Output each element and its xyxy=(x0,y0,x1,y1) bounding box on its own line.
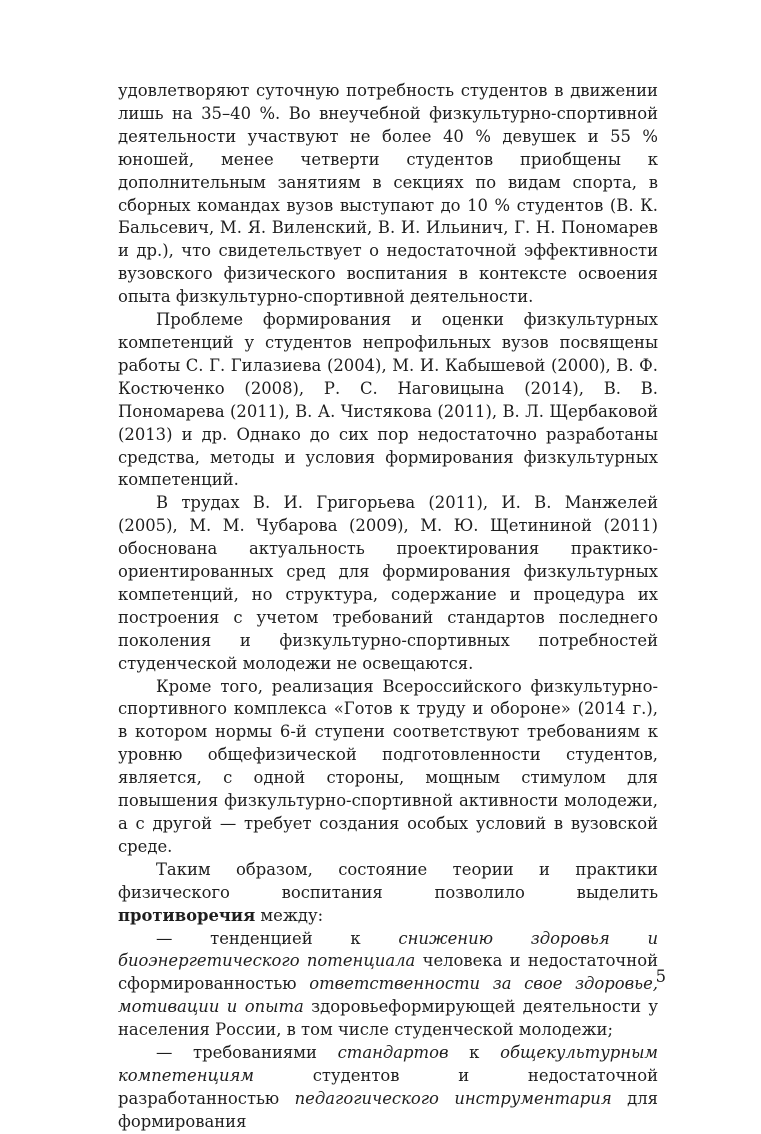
paragraph-2: Проблеме формирования и оценки физкультурных компетенций у студентов непрофильных вузов посвящены работы С. Г. Гилазиева (2004), М. И. Кабышевой (2000), В. Ф. Костюченко (2008), Р. С. Наговицына (2014), В. В. Пономарева (2011), В. А. Чистякова (2011), В. Л. Щербаковой (2013) и др. Однако до сих пор недостаточно разработаны средства, методы и условия формирования физкультурных компетенций. xyxy=(118,310,658,490)
paragraph-3: В трудах В. И. Григорьева (2011), И. В. Манжелей (2005), М. М. Чубарова (2009), М. Ю. Щетининой (2011) обоснована актуальность проектирования практико-ориентированных сред для формирования физкультурных компетенций, но структура, содержание и процедура их построения с учетом требований стандартов последнего поколения и физкультурно-спортивных потребностей студенческой молодежи не освещаются. xyxy=(118,493,658,673)
item-2-text-e: студентов и недостаточной разработанностью xyxy=(118,1065,658,1108)
item-1-emphasis-health: снижению здоровья и биоэнергетического потенциала xyxy=(118,928,658,971)
item-2-emphasis-competencies: общекультурным компетенциям xyxy=(118,1043,659,1085)
paragraph-1: удовлетворяют суточную потребность студентов в движении лишь на 35–40 %. Во внеучебной физкультурно-спортивной деятельности участвуют не более 40 % девушек и 55 % юношей, менее четверти студентов приобщены к дополнительным занятиям в секциях по видам спорта, в сборных командах вузов выступают до 10 % студентов (В. К. Бальсевич, М. Я. Виленский, В. И. Ильинич, Г. Н. Пономарев и др.), что свидетельствует о недостаточной эффективности вузовского физического воспитания в контексте освоения опыта физкультурно-спортивной деятельности. xyxy=(118,81,658,307)
item-2-emphasis-standards: стандартов xyxy=(337,1043,449,1063)
item-2-text-g: для формирования xyxy=(118,1088,658,1131)
item-2-text-c: к xyxy=(448,1043,501,1063)
item-1-emphasis-responsibility: ответственности за свое здоровье, мотивации и опыта xyxy=(118,974,658,1017)
contradiction-item-1 xyxy=(118,928,658,1043)
item-2-emphasis-toolkit: педагогического инструментария xyxy=(294,1088,612,1108)
item-1-text-c: человека и недостаточной сформированностью xyxy=(118,951,658,994)
item-1-text-a: — тенденцией к xyxy=(156,928,399,948)
paragraph-4: Кроме того, реализация Всероссийского физкультурно-спортивного комплекса «Готов к труду и обороне» (2014 г.), в котором нормы 6-й ступени соответствуют требованиям к уровню общефизической подготовленности студентов, является, с одной стороны, мощным стимулом для повышения физкультурно-спортивной активности молодежи, а с другой — требует создания особых условий в вузовской среде. xyxy=(118,676,658,856)
paragraph-5-tail: между: xyxy=(255,905,324,925)
body-text xyxy=(118,80,658,1134)
contradictions-term: противоречия xyxy=(118,905,256,925)
contradiction-item-2 xyxy=(118,1042,658,1134)
paragraph-5 xyxy=(118,859,658,928)
paragraph-5-text: Таким образом, состояние теории и практики физического воспитания позволило выделить xyxy=(118,859,658,902)
item-2-text-a: — требованиями xyxy=(156,1043,338,1063)
item-1-text-e: здоровьеформирующей деятельности у населения России, в том числе студенческой молодежи; xyxy=(118,997,659,1040)
page-number: 5 xyxy=(655,967,666,986)
